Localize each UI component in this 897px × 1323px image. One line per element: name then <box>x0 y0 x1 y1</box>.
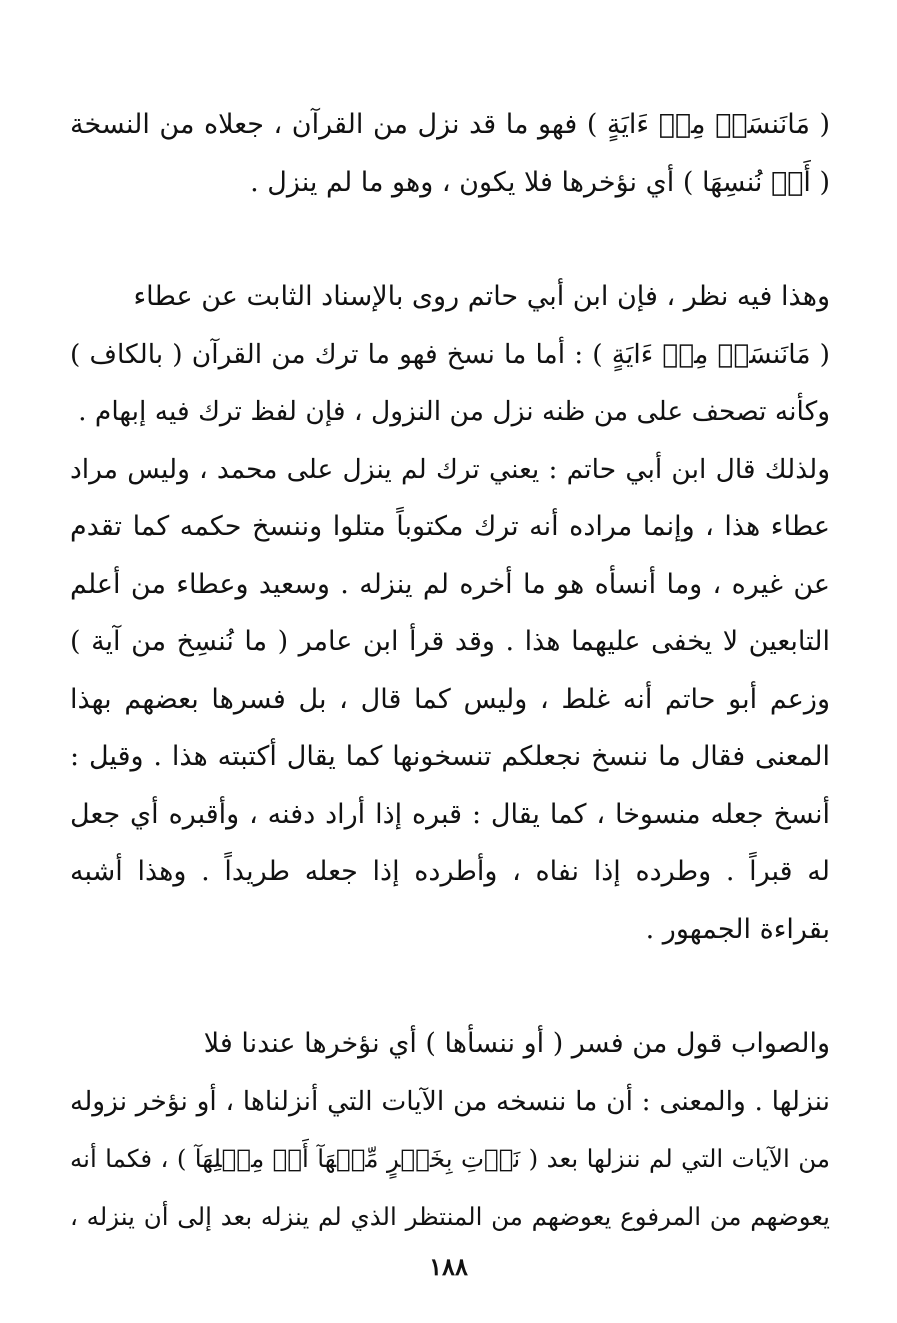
paragraph-spacer <box>70 211 830 268</box>
page-body <box>70 96 830 1245</box>
page-number: ١٨٨ <box>429 1252 468 1281</box>
paragraph-3 <box>70 1015 830 1245</box>
paragraph-1 <box>70 96 830 211</box>
text-line: عطاء هذا ، وإنما مراده أنه ترك مكتوباً متلوا وننسخ حكمه كما تقدم <box>70 511 830 542</box>
text-line: ( أَوۡ نُنسِهَا ) أي نؤخرها فلا يكون ، وهو ما لم ينزل . <box>250 166 830 198</box>
paragraph-spacer <box>70 958 830 1015</box>
text-line: من الآيات التي لم ننزلها بعد ( نَأۡتِ بِخَيۡرٍ مِّنۡهَآ أَوۡ مِثۡلِهَآ ) ، فكما أنه <box>70 1144 830 1173</box>
text-line: ننزلها . والمعنى : أن ما ننسخه من الآيات التي أنزلناها ، أو نؤخر نزوله <box>70 1085 830 1117</box>
text-line: بقراءة الجمهور . <box>645 913 830 945</box>
text-line: وكأنه تصحف على من ظنه نزل من النزول ، فإن لفظ ترك فيه إبهام . <box>78 396 830 427</box>
text-line: له قبراً . وطرده إذا نفاه ، وأطرده إذا جعله طريداً . وهذا أشبه <box>70 856 830 887</box>
paragraph-2 <box>70 268 830 958</box>
text-line: المعنى فقال ما ننسخ نجعلكم تنسخونها كما يقال أكتبته هذا . وقيل : <box>70 741 830 772</box>
text-line: عن غيره ، وما أنسأه هو ما أخره لم ينزله . وسعيد وعطاء من أعلم <box>70 568 830 600</box>
text-line: ( مَانَنسَخۡ مِنۡ ءَايَةٍ ) : أما ما نسخ فهو ما ترك من القرآن ( بالكاف ) <box>70 338 830 370</box>
text-line: وزعم أبو حاتم أنه غلط ، وليس كما قال ، بل فسرها بعضهم بهذا <box>70 683 830 715</box>
text-line: يعوضهم من المرفوع يعوضهم من المنتظر الذي لم ينزله بعد إلى أن ينزله ، <box>70 1201 830 1231</box>
text-line: ( مَانَنسَخۡ مِنۡ ءَايَةٍ ) فهو ما قد نزل من القرآن ، جعلاه من النسخة <box>70 109 830 140</box>
text-line: التابعين لا يخفى عليهما هذا . وقد قرأ ابن عامر ( ما نُنسِخ من آية ) <box>70 626 830 657</box>
text-line: أنسخ جعله منسوخا ، كما يقال : قبره إذا أراد دفنه ، وأقبره أي جعل <box>70 798 830 830</box>
text-line: ولذلك قال ابن أبي حاتم : يعني ترك لم ينزل على محمد ، وليس مراد <box>70 453 830 485</box>
text-line: والصواب قول من فسر ( أو ننسأها ) أي نؤخرها عندنا فلا <box>203 1028 830 1059</box>
text-line: وهذا فيه نظر ، فإن ابن أبي حاتم روى بالإسناد الثابت عن عطاء <box>133 281 830 312</box>
